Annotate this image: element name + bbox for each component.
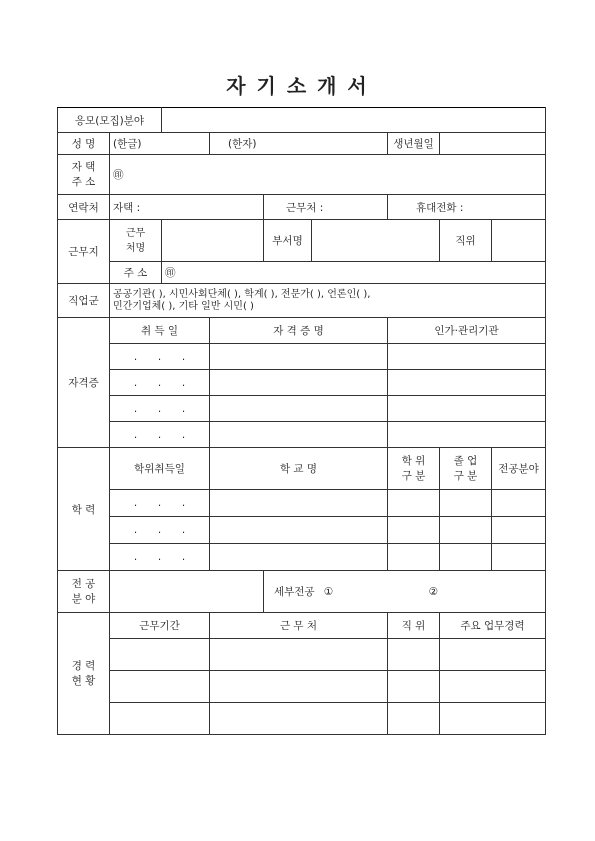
education-graduation-input[interactable] — [440, 490, 492, 517]
license-row — [58, 370, 546, 396]
workplace-org-label — [110, 220, 162, 262]
education-header-date: 학위취득일 — [110, 448, 210, 490]
postal-seal-icon: ㊞ — [113, 169, 124, 181]
contact-mobile-label: 휴대전화 : — [416, 201, 464, 214]
career-position-input[interactable] — [388, 639, 440, 671]
education-header-graduation-top: 졸 업 — [453, 454, 478, 467]
education-header-major: 전공분야 — [492, 448, 546, 490]
career-header-position: 직 위 — [388, 613, 440, 639]
education-graduation-input[interactable] — [440, 517, 492, 544]
license-name-input[interactable] — [210, 370, 388, 396]
name-label: 성 명 — [58, 133, 110, 155]
license-agency-input[interactable] — [388, 422, 546, 448]
occupation-options[interactable] — [110, 284, 546, 318]
education-row — [58, 490, 546, 517]
education-major-input[interactable] — [492, 517, 546, 544]
field-input[interactable] — [162, 108, 546, 133]
education-major-input[interactable] — [492, 490, 546, 517]
education-major-input[interactable] — [492, 544, 546, 571]
birth-label: 생년월일 — [388, 133, 440, 155]
major-label — [58, 571, 110, 613]
education-degree-input[interactable] — [388, 544, 440, 571]
education-label: 학 력 — [58, 448, 110, 571]
education-school-input[interactable] — [210, 490, 388, 517]
education-header-degree-bottom: 구 분 — [401, 469, 426, 482]
career-duties-input[interactable] — [440, 671, 546, 703]
home-address-input[interactable] — [110, 155, 546, 195]
license-date-input[interactable]: . . . — [110, 396, 210, 422]
license-header-date: 취 득 일 — [110, 318, 210, 344]
field-label: 응모(모집)분야 — [58, 108, 162, 133]
education-degree-input[interactable] — [388, 490, 440, 517]
career-header-duties: 주요 업무경력 — [440, 613, 546, 639]
career-period-input[interactable] — [110, 639, 210, 671]
education-school-input[interactable] — [210, 544, 388, 571]
license-name-input[interactable] — [210, 422, 388, 448]
license-date-input[interactable]: . . . — [110, 422, 210, 448]
contact-work-label: 근무처 : — [286, 201, 324, 214]
home-address-label-bottom: 주 소 — [71, 175, 96, 188]
career-position-input[interactable] — [388, 671, 440, 703]
name-korean-field[interactable] — [110, 133, 210, 155]
education-date-input[interactable]: . . . — [110, 517, 210, 544]
career-duties-input[interactable] — [440, 703, 546, 735]
education-date-input[interactable]: . . . — [110, 490, 210, 517]
postal-seal-icon: ㊞ — [165, 267, 176, 279]
license-row — [58, 344, 546, 370]
career-period-input[interactable] — [110, 703, 210, 735]
workplace-address-input[interactable] — [162, 262, 546, 284]
major-label-bottom: 분 야 — [71, 592, 96, 605]
career-workplace-input[interactable] — [210, 671, 388, 703]
career-row — [58, 703, 546, 735]
contact-home-field[interactable] — [110, 195, 264, 220]
workplace-label: 근무지 — [58, 220, 110, 284]
license-header-name: 자 격 증 명 — [210, 318, 388, 344]
license-agency-input[interactable] — [388, 370, 546, 396]
workplace-address-label: 주 소 — [110, 262, 162, 284]
major-detail-field[interactable] — [264, 571, 546, 613]
name-hanja-field[interactable] — [210, 133, 388, 155]
major-detail-first: ① — [323, 586, 334, 598]
major-detail-label: 세부전공 — [274, 586, 315, 598]
career-label-top: 경 력 — [71, 659, 96, 672]
contact-work-field[interactable] — [264, 195, 388, 220]
career-header-workplace: 근 무 처 — [210, 613, 388, 639]
license-row — [58, 422, 546, 448]
workplace-org-label-bottom: 처명 — [125, 242, 146, 254]
position-input[interactable] — [492, 220, 546, 262]
home-address-label-top: 자 택 — [71, 160, 96, 173]
home-address-label — [58, 155, 110, 195]
workplace-org-input[interactable] — [162, 220, 264, 262]
license-date-input[interactable]: . . . — [110, 370, 210, 396]
birth-input[interactable] — [440, 133, 546, 155]
contact-mobile-field[interactable] — [388, 195, 546, 220]
career-workplace-input[interactable] — [210, 639, 388, 671]
license-name-input[interactable] — [210, 344, 388, 370]
license-date-input[interactable]: . . . — [110, 344, 210, 370]
career-label — [58, 613, 110, 735]
dept-input[interactable] — [312, 220, 440, 262]
name-hanja-label: (한자) — [228, 138, 257, 150]
self-introduction-form — [57, 107, 546, 735]
license-row — [58, 396, 546, 422]
name-korean-label: (한글) — [113, 138, 142, 150]
license-agency-input[interactable] — [388, 344, 546, 370]
career-workplace-input[interactable] — [210, 703, 388, 735]
license-header-agency: 인가·관리기관 — [388, 318, 546, 344]
license-label: 자격증 — [58, 318, 110, 448]
license-agency-input[interactable] — [388, 396, 546, 422]
education-row — [58, 544, 546, 571]
education-graduation-input[interactable] — [440, 544, 492, 571]
education-header-degree-type — [388, 448, 440, 490]
major-detail-second: ② — [428, 586, 439, 598]
education-header-degree-top: 학 위 — [401, 454, 426, 467]
education-header-school: 학 교 명 — [210, 448, 388, 490]
education-date-input[interactable]: . . . — [110, 544, 210, 571]
career-row — [58, 639, 546, 671]
contact-label: 연락처 — [58, 195, 110, 220]
career-period-input[interactable] — [110, 671, 210, 703]
occupation-line-1: 공공기관( ), 시민사회단체( ), 학계( ), 전문가( ), 언론인( ), — [113, 288, 371, 300]
occupation-label: 직업군 — [58, 284, 110, 318]
position-label: 직위 — [440, 220, 492, 262]
education-degree-input[interactable] — [388, 517, 440, 544]
education-school-input[interactable] — [210, 517, 388, 544]
education-row — [58, 517, 546, 544]
page-title: 자 기 소 개 서 — [226, 74, 369, 98]
career-position-input[interactable] — [388, 703, 440, 735]
workplace-org-label-top: 근무 — [125, 227, 146, 239]
career-duties-input[interactable] — [440, 639, 546, 671]
career-row — [58, 671, 546, 703]
occupation-line-2: 민간기업체( ), 기타 일반 시민( ) — [113, 300, 254, 312]
contact-home-label: 자택 : — [113, 201, 141, 214]
career-label-bottom: 현 황 — [71, 674, 96, 687]
major-label-top: 전 공 — [71, 577, 96, 590]
education-header-graduation-bottom: 구 분 — [453, 469, 478, 482]
major-input[interactable] — [110, 571, 264, 613]
career-header-period: 근무기간 — [110, 613, 210, 639]
license-name-input[interactable] — [210, 396, 388, 422]
education-header-graduation-type — [440, 448, 492, 490]
dept-label: 부서명 — [264, 220, 312, 262]
